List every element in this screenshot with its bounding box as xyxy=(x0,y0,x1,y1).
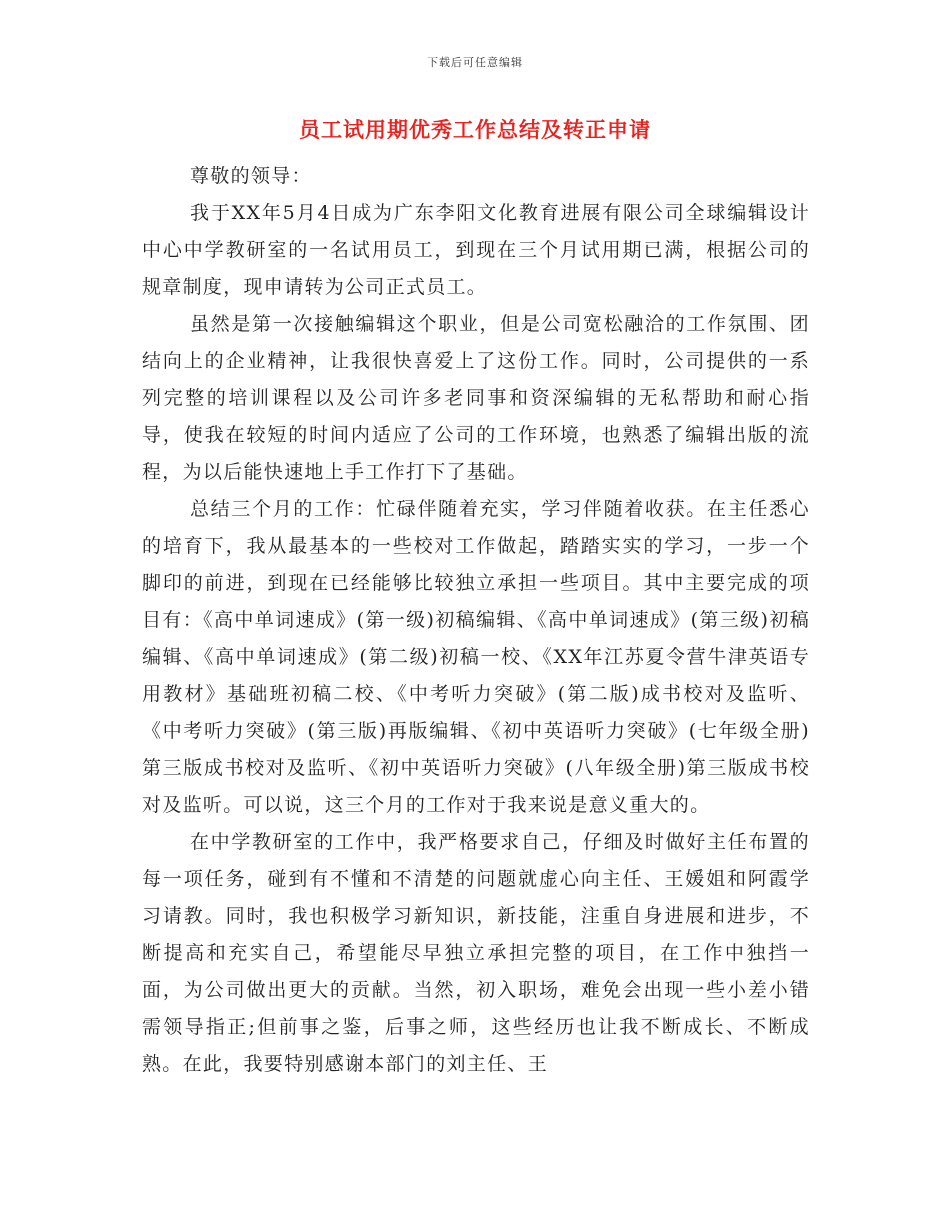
paragraph-4: 在中学教研室的工作中，我严格要求自己，仔细及时做好主任布置的每一项任务，碰到有不懂和不清楚的问题就虚心向主任、王媛姐和阿霞学习请教。同时，我也积极学习新知识，新技能，注重自身进展和进步，不断提高和充实自己，希望能尽早独立承担完整的项目，在工作中独挡一面，为公司做出更大的贡献。当然，初入职场，难免会出现一些小差小错需领导指正;但前事之鉴，后事之师，这些经历也让我不断成长、不断成熟。在此，我要特别感谢本部门的刘主任、王 xyxy=(142,831,810,1075)
paragraph-3: 总结三个月的工作：忙碌伴随着充实，学习伴随着收获。在主任悉心的培育下，我从最基本的一些校对工作做起，踏踏实实的学习，一步一个脚印的前进，到现在已经能够比较独立承担一些项目。其中主要完成的项目有：《高中单词速成》(第一级)初稿编辑、《高中单词速成》(第三级)初稿编辑、《高中单词速成》(第二级)初稿一校、《XX年江苏夏令营牛津英语专用教材》基础班初稿二校、《中考听力突破》(第二版)成书校对及监听、《中考听力突破》(第三版)再版编辑、《初中英语听力突破》(七年级全册)第三版成书校对及监听、《初中英语听力突破》(八年级全册)第三版成书校对及监听。可以说，这三个月的工作对于我来说是意义重大的。 xyxy=(142,498,810,816)
paragraph-1: 我于XX年5月4日成为广东李阳文化教育进展有限公司全球编辑设计中心中学教研室的一名试用员工，到现在三个月试用期已满，根据公司的规章制度，现申请转为公司正式员工。 xyxy=(142,202,810,298)
document-body xyxy=(142,158,810,1083)
header-note: 下载后可任意编辑 xyxy=(427,56,523,69)
salutation: 尊敬的领导： xyxy=(190,165,312,187)
paragraph-2: 虽然是第一次接触编辑这个职业，但是公司宽松融洽的工作氛围、团结向上的企业精神，让我很快喜爱上了这份工作。同时，公司提供的一系列完整的培训课程以及公司许多老同事和资深编辑的无私帮助和耐心指导，使我在较短的时间内适应了公司的工作环境，也熟悉了编辑出版的流程，为以后能快速地上手工作打下了基础。 xyxy=(142,313,810,483)
document-title: 员工试用期优秀工作总结及转正申请 xyxy=(299,118,651,142)
